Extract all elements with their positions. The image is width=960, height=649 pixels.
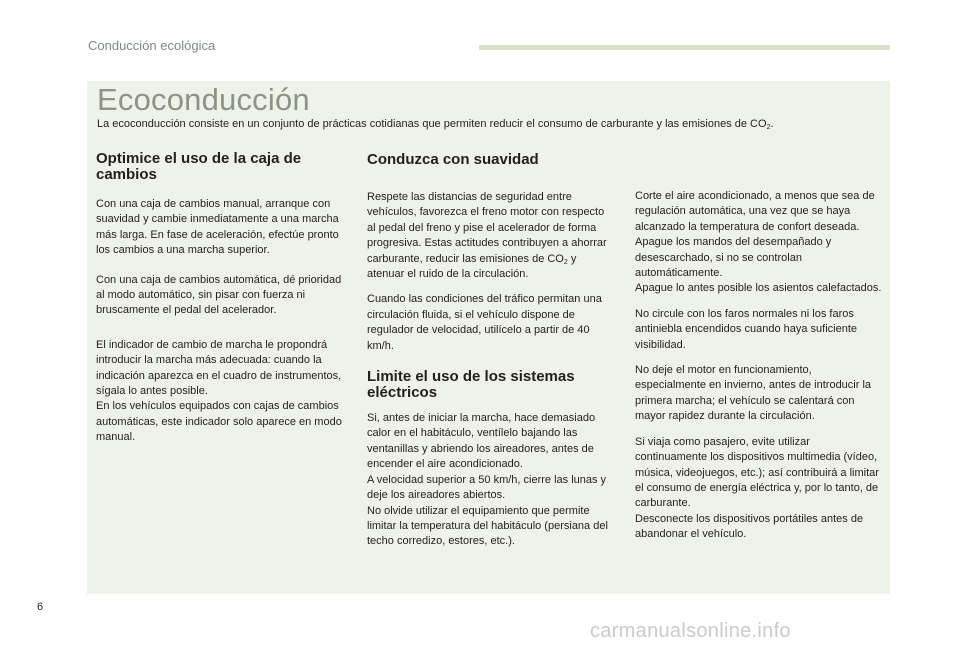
col2-paragraph-3c: No olvide utilizar el equipamiento que permite limitar la temperatura del habitáculo (persiana del techo corredizo, estores, etc.). bbox=[367, 504, 608, 548]
watermark: carmanualsonline.info bbox=[590, 620, 791, 642]
col3-paragraph-2: No circule con los faros normales ni los faros antiniebla encendidos cuando haya suficiente visibilidad. bbox=[635, 307, 857, 351]
column-3 bbox=[635, 189, 885, 543]
col1-paragraph-1: Con una caja de cambios manual, arranque con suavidad y cambie inmediatamente a una marcha más larga. En fase de aceleración, efectúe pronto los cambios a una marcha superior. bbox=[96, 198, 339, 257]
intro-subscript: 2 bbox=[766, 124, 771, 131]
col2-paragraph-2: Cuando las condiciones del tráfico permitan una circulación fluida, si el vehículo dispone de regulador de velocidad, utilícelo a partir de 40 km/h. bbox=[367, 293, 602, 352]
col2-paragraph-3a: Si, antes de iniciar la marcha, hace demasiado calor en el habitáculo, ventílelo bajando las ventanillas y abriendo los aireadores, antes de encender el aire acondicionado. bbox=[367, 412, 596, 471]
intro-end: . bbox=[770, 118, 774, 130]
col2-p1-subscript: 2 bbox=[563, 258, 568, 266]
col3-paragraph-4a: Si viaja como pasajero, evite utilizar continuamente los dispositivos multimedia (vídeo, música, videojuegos, etc.); así contribuirá a limitar el consumo de energía eléctrica y, por lo tanto, de carburante. bbox=[635, 435, 879, 510]
col1-paragraph-3b: En los vehículos equipados con cajas de cambios automáticas, este indicador solo aparece en modo manual. bbox=[96, 400, 342, 444]
col1-paragraph-3a: El indicador de cambio de marcha le propondrá introducir la marcha más adecuada: cuando la indicación aparezca en el cuadro de instrumentos, sígala lo antes posible. bbox=[96, 338, 342, 398]
col2-paragraph-1 bbox=[367, 190, 612, 282]
page-title: Ecoconducción bbox=[97, 82, 310, 117]
intro-main: La ecoconducción consiste en un conjunto de prácticas cotidianas que permiten reducir el consumo de carburante y las emisiones de CO bbox=[97, 118, 767, 130]
section-label: Conducción ecológica bbox=[88, 38, 216, 53]
column-2 bbox=[367, 152, 612, 550]
heading-smooth-driving: Conduzca con suavidad bbox=[367, 151, 539, 168]
col2-p1-main: Respete las distancias de seguridad entre vehículos, favorezca el freno motor con respecto al pedal del freno y pise el acelerador de forma progresiva. Estas actitudes contribuyen a ahorrar carburante, reducir las emisiones de CO bbox=[367, 191, 607, 265]
col2-p1-end: y atenuar el ruido de la circulación. bbox=[367, 252, 577, 281]
col3-paragraph-3: No deje el motor en funcionamiento, especialmente en invierno, antes de introducir la primera marcha; el vehículo se calentará con mayor rapidez durante la circulación. bbox=[635, 364, 872, 423]
intro-text bbox=[97, 117, 887, 131]
heading-gearbox: Optimice el uso de la caja de cambios bbox=[96, 150, 302, 183]
column-1 bbox=[96, 151, 346, 446]
col2-paragraph-3b: A velocidad superior a 50 km/h, cierre las lunas y deje los aireadores abiertos. bbox=[367, 473, 607, 502]
page-number: 6 bbox=[37, 601, 44, 613]
heading-electrical-systems: Limite el uso de los sistemas eléctricos bbox=[367, 368, 575, 402]
col3-paragraph-1b: Apague los mandos del desempañado y desescarchado, si no se controlan automáticamente. bbox=[635, 236, 832, 280]
col1-paragraph-2: Con una caja de cambios automática, dé prioridad al modo automático, sin pisar con fuerza ni bruscamente el pedal del acelerador. bbox=[96, 273, 342, 317]
header-bar bbox=[479, 45, 890, 50]
col3-paragraph-4b: Desconecte los dispositivos portátiles antes de abandonar el vehículo. bbox=[635, 512, 864, 541]
col3-paragraph-1a: Corte el aire acondicionado, a menos que sea de regulación automática, una vez que se haya alcanzado la temperatura de confort deseada. bbox=[635, 190, 875, 233]
col3-paragraph-1c: Apague lo antes posible los asientos calefactados. bbox=[635, 282, 882, 295]
